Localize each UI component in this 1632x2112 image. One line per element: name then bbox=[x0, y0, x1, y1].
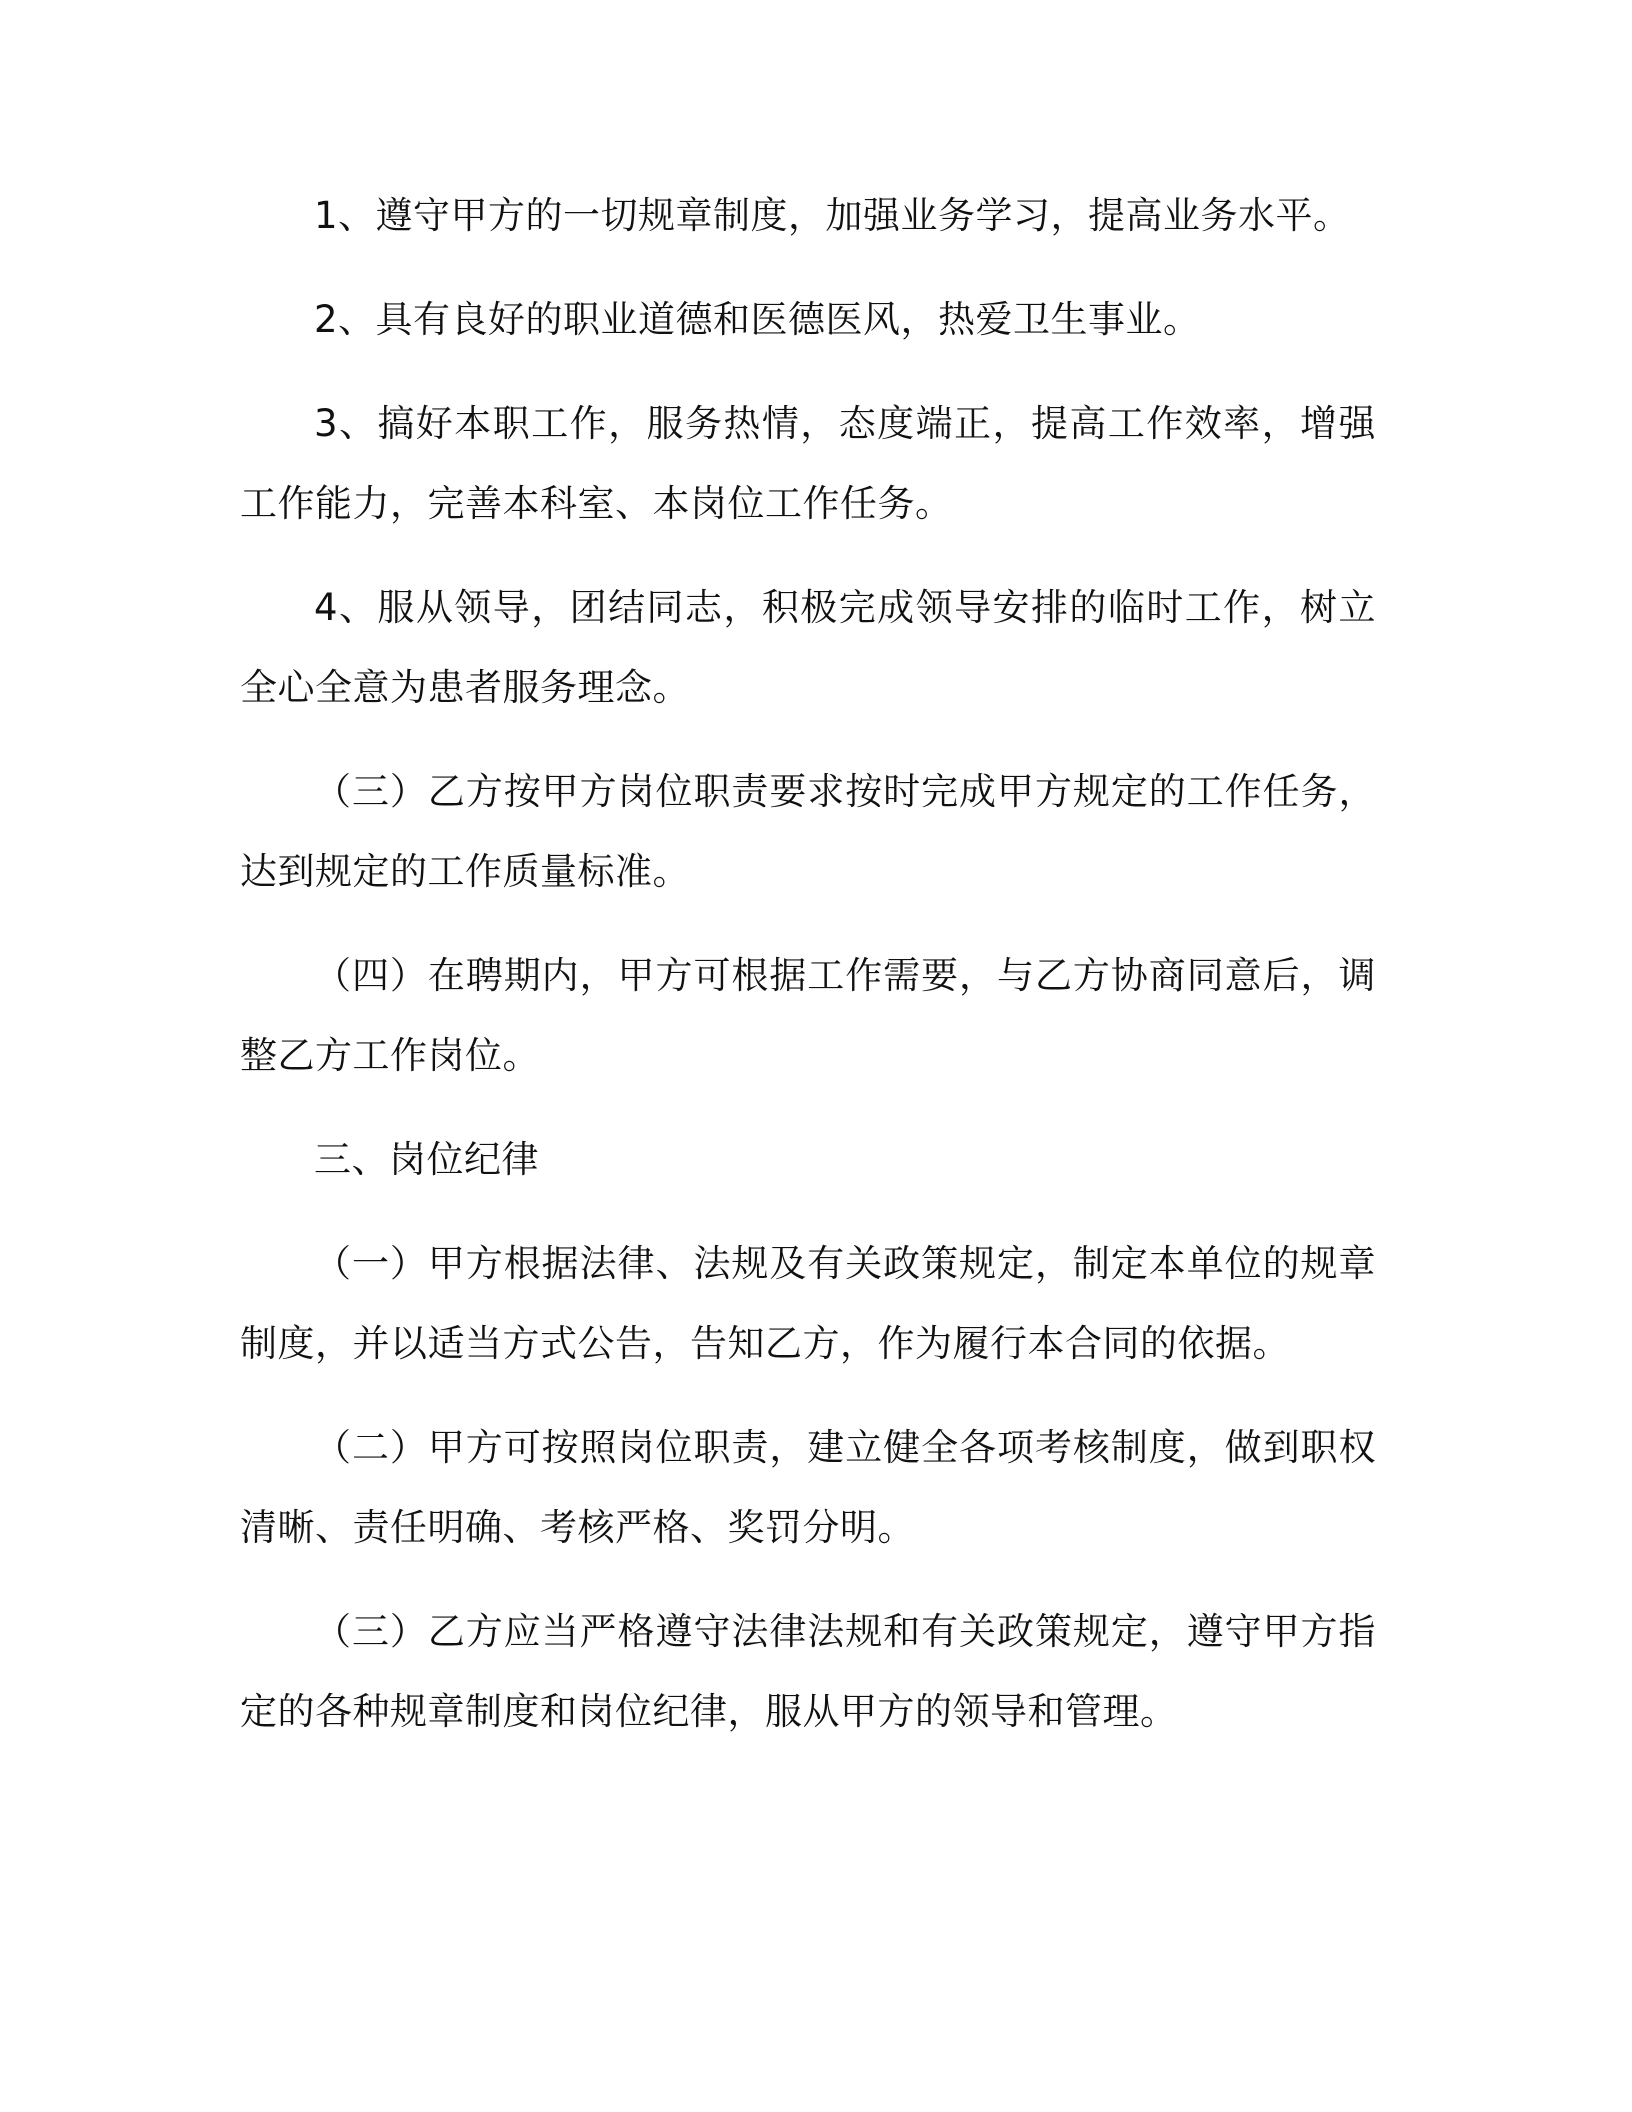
section-heading-discipline: 三、岗位纪律 bbox=[314, 1138, 539, 1181]
paragraph-clause-3: （三）乙方按甲方岗位职责要求按时完成甲方规定的工作任务，达到规定的工作质量标准。 bbox=[240, 770, 1376, 893]
paragraph-duty-3: 3、搞好本职工作，服务热情，态度端正，提高工作效率，增强工作能力，完善本科室、本岗位工作任务。 bbox=[240, 402, 1376, 525]
paragraph-duty-4: 4、服从领导，团结同志，积极完成领导安排的临时工作，树立全心全意为患者服务理念。 bbox=[240, 586, 1376, 709]
paragraph-discipline-3: （三）乙方应当严格遵守法律法规和有关政策规定，遵守甲方指定的各种规章制度和岗位纪律，服从甲方的领导和管理。 bbox=[240, 1610, 1376, 1733]
paragraph-discipline-2: （二）甲方可按照岗位职责，建立健全各项考核制度，做到职权清晰、责任明确、考核严格、奖罚分明。 bbox=[240, 1426, 1376, 1549]
paragraph-clause-4: （四）在聘期内，甲方可根据工作需要，与乙方协商同意后，调整乙方工作岗位。 bbox=[240, 954, 1376, 1077]
paragraph-duty-1: 1、遵守甲方的一切规章制度，加强业务学习，提高业务水平。 bbox=[314, 194, 1351, 237]
paragraph-duty-2: 2、具有良好的职业道德和医德医风，热爱卫生事业。 bbox=[314, 298, 1201, 341]
document-page bbox=[240, 176, 1376, 1776]
paragraph-discipline-1: （一）甲方根据法律、法规及有关政策规定，制定本单位的规章制度，并以适当方式公告，告知乙方，作为履行本合同的依据。 bbox=[240, 1242, 1376, 1365]
